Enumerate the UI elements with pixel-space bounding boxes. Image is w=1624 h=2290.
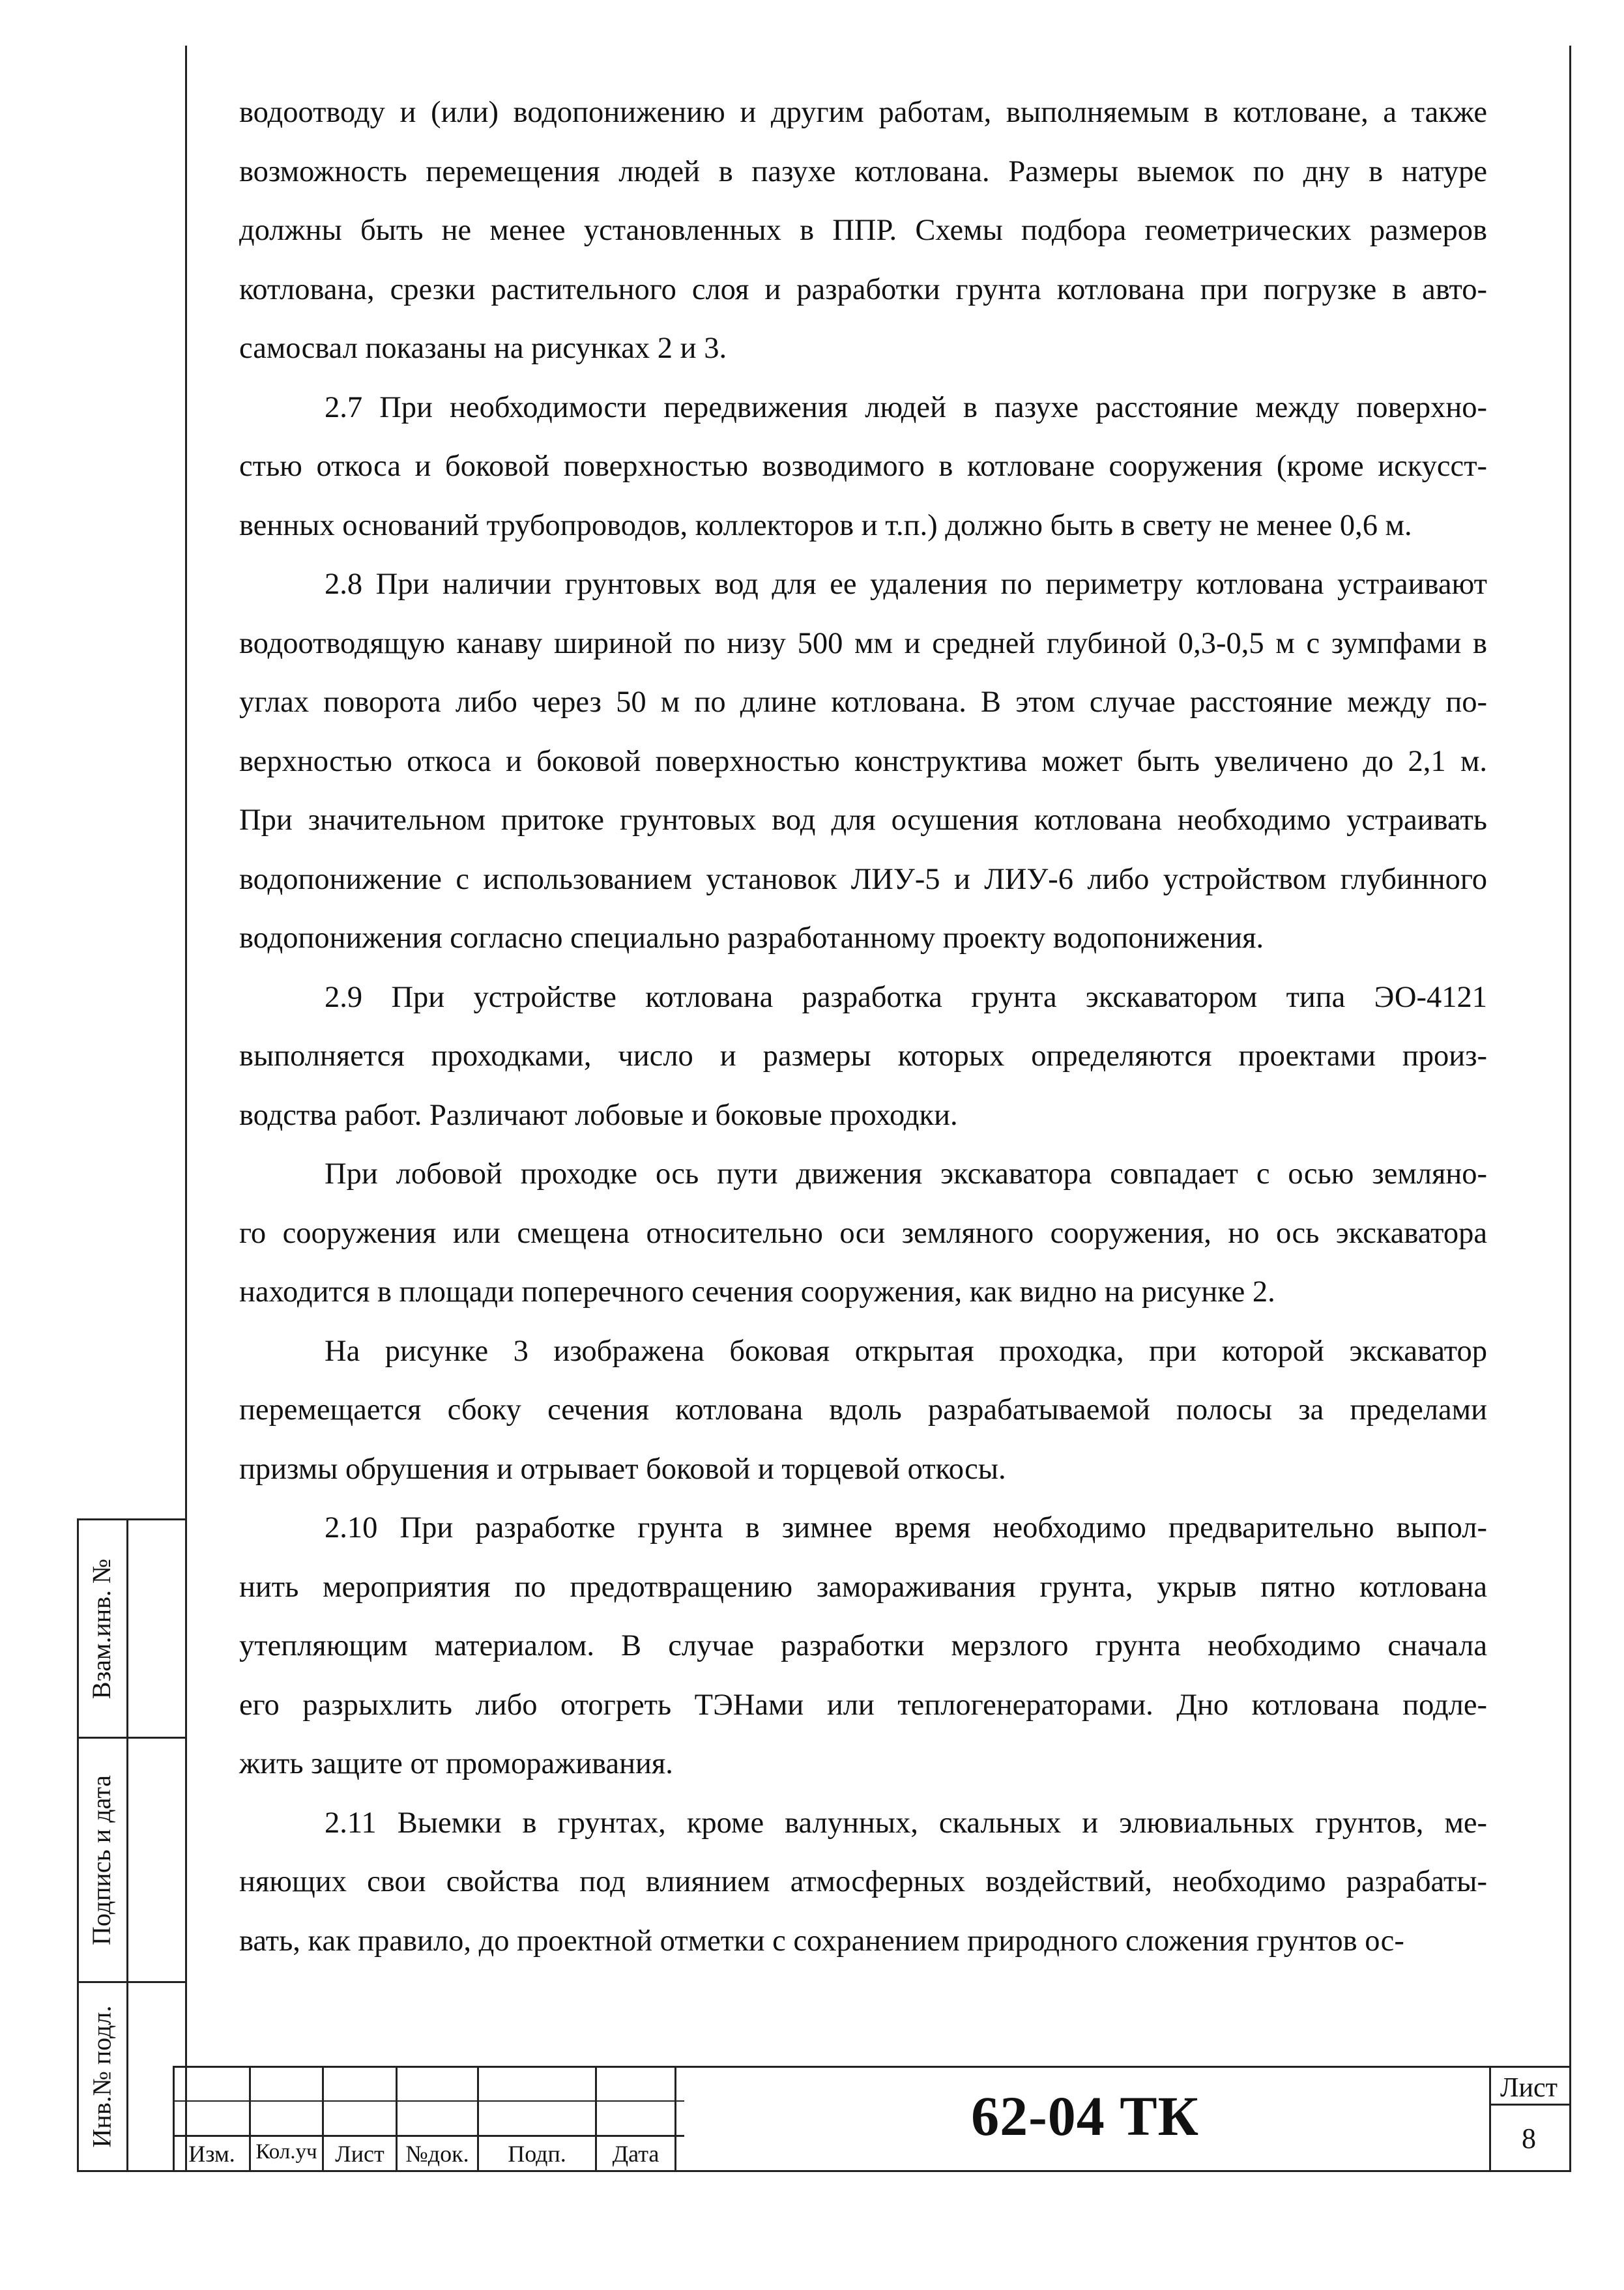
text-line: перемещается сбоку сечения котлована вдоль разрабатываемой полосы за пределами bbox=[239, 1393, 1487, 1427]
text-line: няющих свои свойства под влиянием атмосферных воздействий, необходимо разрабаты- bbox=[239, 1865, 1487, 1898]
paragraph bbox=[239, 379, 1487, 556]
stamp-inv-podl: Инв.№ подл. bbox=[87, 2005, 117, 2148]
text-line: призмы обрушения и отрывает боковой и торцевой откосы. bbox=[239, 1452, 1006, 1486]
stamp-cell-inv bbox=[77, 1983, 126, 2170]
paragraph bbox=[239, 555, 1487, 968]
frame-bottom-border bbox=[77, 2170, 1571, 2172]
text-line: водоотводящую канаву шириной по низу 500 мм и средней глубиной 0,3-0,5 м с зумпфами в bbox=[239, 626, 1487, 660]
sheet-label: Лист bbox=[1500, 2073, 1558, 2103]
col-label-podp: Подп. bbox=[508, 2141, 566, 2167]
text-line: 2.10 При разработке грунта в зимнее время необходимо предварительно выпол- bbox=[325, 1511, 1487, 1544]
text-line: 2.8 При наличии грунтовых вод для ее удаления по периметру котлована устраивают bbox=[325, 568, 1487, 601]
sheet-cell-divider bbox=[1489, 2104, 1571, 2106]
paragraph bbox=[239, 1322, 1487, 1500]
text-line: водопонижения согласно специально разработанному проекту водопонижения. bbox=[239, 921, 1264, 955]
document-body bbox=[239, 83, 1487, 1971]
text-line: водоотводу и (или) водопонижению и другим работам, выполняемым в котловане, а также bbox=[239, 96, 1487, 129]
text-line: При лобовой проходке ось пути движения экскаватора совпадает с осью земляно- bbox=[325, 1157, 1487, 1191]
text-line: утепляющим материалом. В случае разработки мерзлого грунта необходимо сначала bbox=[239, 1629, 1487, 1662]
text-line: На рисунке 3 изображена боковая открытая проходка, при которой экскаватор bbox=[325, 1334, 1487, 1368]
text-line: водства работ. Различают лобовые и боковые проходки. bbox=[239, 1098, 958, 1132]
revision-col-line-6 bbox=[674, 2066, 676, 2171]
text-line: 2.11 Выемки в грунтах, кроме валунных, скальных и элювиальных грунтов, ме- bbox=[325, 1806, 1487, 1840]
col-label-izm: Изм. bbox=[188, 2141, 235, 2167]
frame-right-border bbox=[1569, 46, 1571, 2171]
margin-stamp bbox=[77, 1520, 126, 2170]
paragraph bbox=[239, 83, 1487, 379]
text-line: углах поворота либо через 50 м по длине котлована. В этом случае расстояние между по- bbox=[239, 686, 1487, 719]
paragraph bbox=[239, 1794, 1487, 1971]
col-label-kol-uch: Кол.уч bbox=[255, 2140, 317, 2164]
text-line: водопонижение с использованием установок ЛИУ-5 и ЛИУ-6 либо устройством глубинного bbox=[239, 862, 1487, 896]
text-line: котлована, срезки растительного слоя и разработки грунта котлована при погрузке в авто- bbox=[239, 272, 1487, 306]
stamp-cell-podpis bbox=[77, 1739, 126, 1981]
text-line: возможность перемещения людей в пазухе котлована. Размеры выемок по дну в натуре bbox=[239, 154, 1487, 188]
text-line: 2.7 При необходимости передвижения людей в пазухе расстояние между поверхно- bbox=[325, 390, 1487, 424]
text-line: должны быть не менее установленных в ППР. Схемы подбора геометрических размеров bbox=[239, 214, 1487, 247]
text-line: венных оснований трубопроводов, коллекторов и т.п.) должно быть в свету не менее 0,6 м. bbox=[239, 508, 1412, 542]
text-line: жить защите от промораживания. bbox=[239, 1747, 673, 1780]
col-label-list: Лист bbox=[335, 2141, 384, 2167]
text-line: го сооружения или смещена относительно оси земляного сооружения, но ось экскаватора bbox=[239, 1216, 1487, 1250]
paragraph bbox=[239, 968, 1487, 1146]
title-block-top-line bbox=[173, 2066, 1571, 2068]
text-line: 2.9 При устройстве котлована разработка грунта экскаватором типа ЭО-4121 bbox=[325, 980, 1487, 1014]
text-line: стью откоса и боковой поверхностью возводимого в котловане сооружения (кроме искусст- bbox=[239, 450, 1487, 483]
col-label-data: Дата bbox=[612, 2141, 660, 2167]
stamp-column-right-line bbox=[126, 1518, 128, 2171]
paragraph bbox=[239, 1145, 1487, 1322]
col-label-nom-dok: №док. bbox=[405, 2141, 469, 2167]
text-line: выполняется проходками, число и размеры которых определяются проектами произ- bbox=[239, 1039, 1487, 1073]
text-line: вать, как правило, до проектной отметки с сохранением природного сложения грунтов ос- bbox=[239, 1924, 1404, 1958]
text-line: находится в площади поперечного сечения сооружения, как видно на рисунке 2. bbox=[239, 1275, 1275, 1309]
text-line: его разрыхлить либо отогреть ТЭНами или теплогенераторами. Дно котлована подле- bbox=[239, 1688, 1487, 1722]
paragraph bbox=[239, 1499, 1487, 1794]
stamp-cell-vzam bbox=[77, 1520, 126, 1737]
stamp-podpis-data: Подпись и дата bbox=[87, 1775, 117, 1945]
document-code: 62-04 ТК bbox=[971, 2085, 1199, 2147]
stamp-vzam-inv: Взам.инв. № bbox=[87, 1558, 117, 1699]
text-line: самосвал показаны на рисунках 2 и 3. bbox=[239, 332, 727, 365]
sheet-number: 8 bbox=[1522, 2123, 1536, 2154]
text-line: При значительном притоке грунтовых вод для осушения котлована необходимо устраивать bbox=[239, 804, 1487, 837]
frame-left-border bbox=[185, 46, 187, 2171]
text-line: верхностью откоса и боковой поверхностью конструктива может быть увеличено до 2,1 м. bbox=[239, 744, 1487, 778]
text-line: нить мероприятия по предотвращению замораживания грунта, укрыв пятно котлована bbox=[239, 1570, 1487, 1604]
